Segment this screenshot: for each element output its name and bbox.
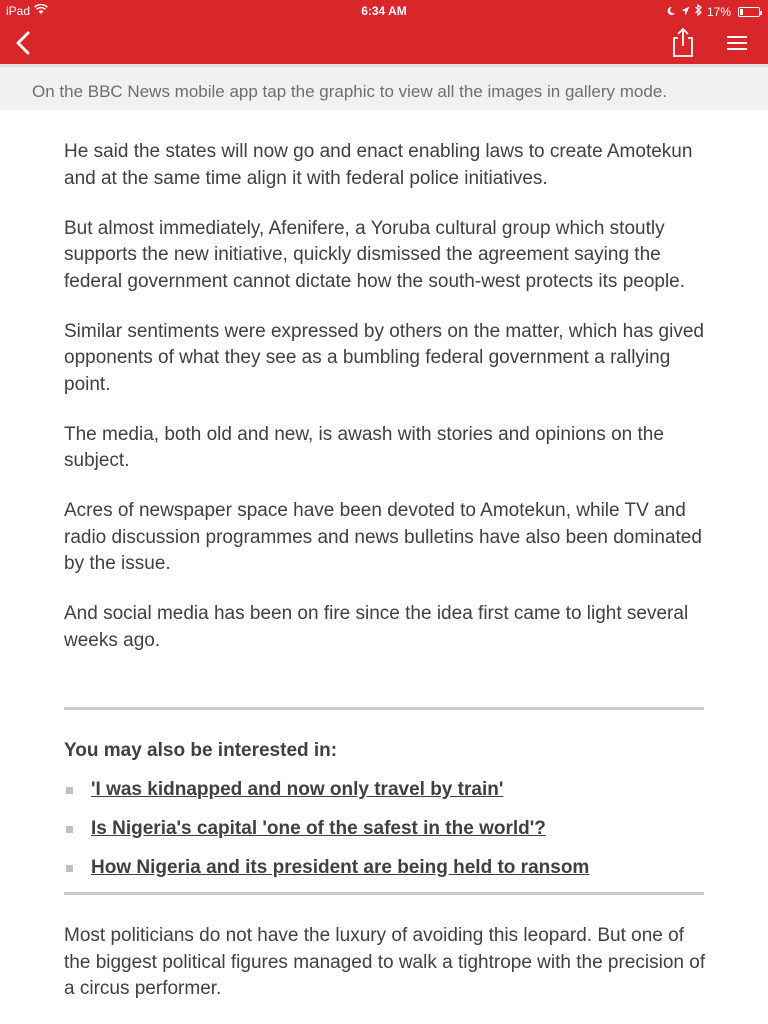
- article-paragraph: Most politicians do not have the luxury of avoiding this leopard. But one of the biggest political figures managed to walk a tightrope with the precision of a circus performer.: [64, 925, 706, 999]
- battery-percent: 17%: [706, 4, 731, 19]
- related-list: [64, 779, 704, 896]
- location-arrow-icon: [681, 5, 690, 19]
- battery-level: [740, 9, 743, 15]
- related-heading: You may also be interested in:: [64, 740, 338, 761]
- caption-text: On the BBC News mobile app tap the graphic to view all the images in gallery mode.: [32, 82, 667, 101]
- related-link[interactable]: How Nigeria and its president are being held to ransom: [91, 857, 590, 878]
- status-time: 6:34 AM: [361, 4, 407, 18]
- share-button[interactable]: [668, 26, 698, 58]
- hamburger-line: [727, 48, 747, 50]
- chevron-left-icon: [15, 31, 31, 55]
- article-paragraph: He said the states will now go and enact enabling laws to create Amotekun and at the same time align it with federal police initiatives.: [64, 141, 693, 189]
- moon-icon: [666, 5, 676, 19]
- bullet-icon: [66, 787, 73, 794]
- article-paragraph: Similar sentiments were expressed by others on the matter, which has gived opponents of what they see as a bumbling federal government a rallying point.: [64, 320, 704, 395]
- list-item: [64, 779, 704, 818]
- menu-button[interactable]: [722, 28, 752, 58]
- article-body: [64, 139, 709, 678]
- battery-icon: [738, 7, 760, 17]
- list-item: [64, 857, 704, 896]
- device-name: iPad: [6, 4, 31, 18]
- gallery-caption: [0, 64, 768, 110]
- app-header: [0, 0, 768, 64]
- article-paragraph: The media, both old and new, is awash with stories and opinions on the subject.: [64, 423, 664, 471]
- status-right: [666, 4, 760, 19]
- bluetooth-icon: [695, 4, 702, 19]
- nav-bar: [0, 22, 768, 64]
- share-icon: [668, 26, 698, 58]
- article-paragraph: Acres of newspaper space have been devoted to Amotekun, while TV and radio discussion programmes and news bulletins have also been dominated by the issue.: [64, 500, 702, 574]
- related-link[interactable]: 'I was kidnapped and now only travel by train': [91, 779, 504, 800]
- hamburger-menu-icon: [727, 36, 747, 38]
- bullet-icon: [66, 865, 73, 872]
- bullet-icon: [66, 826, 73, 833]
- status-bar: [0, 0, 768, 22]
- related-links-box: [64, 707, 704, 895]
- article-continued: [64, 923, 709, 1003]
- hamburger-line: [727, 42, 747, 44]
- list-item: [64, 818, 704, 857]
- back-button[interactable]: [8, 28, 38, 58]
- related-link[interactable]: Is Nigeria's capital 'one of the safest in the world'?: [91, 818, 546, 839]
- article-paragraph: But almost immediately, Afenifere, a Yoruba cultural group which stoutly supports the new initiative, quickly dismissed the agreement saying the federal government cannot dictate how the south-west protects its people.: [64, 217, 686, 292]
- article-paragraph: And social media has been on fire since the idea first came to light several weeks ago.: [64, 603, 689, 651]
